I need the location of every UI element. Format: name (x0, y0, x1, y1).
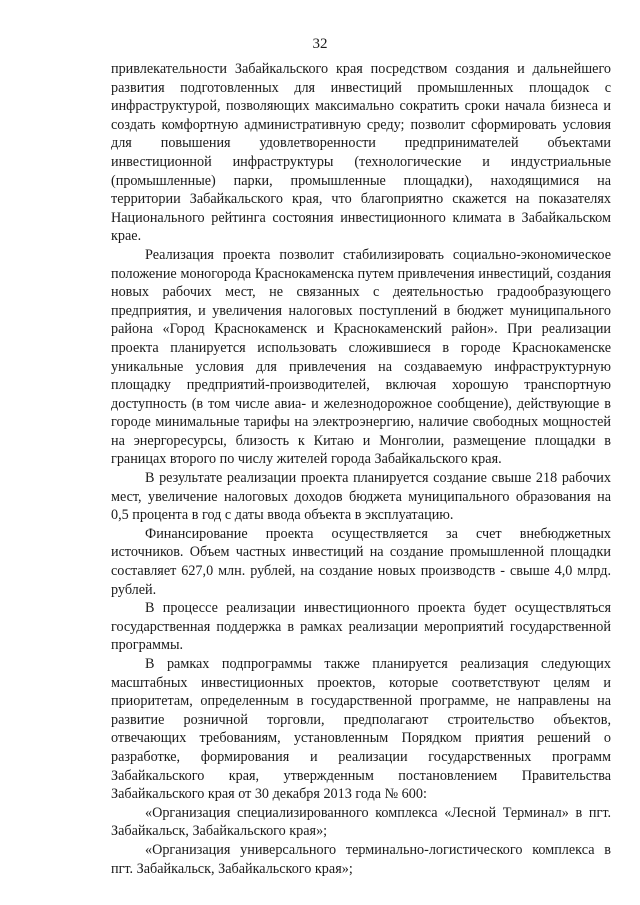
paragraph-continuation: привлекательности Забайкальского края посредством создания и дальнейшего развития подготовленных для инвестиций промышленных площадок с инфраструктурой, позволяющих максимально сократить сроки начала бизнеса и создать комфортную административную среду; позволит сформировать условия для повышения удовлетворенности предпринимателей объектами инвестиционной инфраструктуры (технологические и индустриальные (промышленные) парки, промышленные площадки), находящимися на территории Забайкальского края, что благоприятно скажется на показателях Национального рейтинга состояния инвестиционного климата в Забайкальском крае. (111, 61, 611, 245)
paragraph-project-realization: Реализация проекта позволит стабилизировать социально-экономическое положение моногорода Краснокаменска путем привлечения инвестиций, создания новых рабочих мест, не связанных с деятельностью градообразующего предприятия, и увеличения налоговых поступлений в бюджет муниципального района «Город Краснокаменск и Краснокаменский район». При реализации проекта планируется использовать сложившиеся в городе Краснокаменске уникальные условия для привлечения на создаваемую инфраструктурную площадку предприятий-производителей, включая хорошую транспортную доступность (в том числе авиа- и железнодорожное сообщение), действующие в городе минимальные тарифы на электроэнергию, наличие свободных мощностей на энергоресурсы, близость к Китаю и Монголии, размещение площадки в границах второго по числу жителей города Забайкальского края. (111, 246, 611, 468)
body-text (111, 60, 611, 878)
list-item-logistics-complex: «Организация универсального терминально-логистического комплекса в пгт. Забайкальск, Забайкальского края»; (111, 841, 611, 877)
paragraph-results: В результате реализации проекта планируется создание свыше 218 рабочих мест, увеличение налоговых доходов бюджета муниципального образования на 0,5 процента в год с даты ввода объекта в эксплуатацию. (111, 470, 611, 524)
paragraph-financing: Финансирование проекта осуществляется за счет внебюджетных источников. Объем частных инвестиций на создание промышленной площадки составляет 627,0 млн. рублей, на создание новых производств - свыше 4,0 млрд. рублей. (111, 525, 611, 598)
paragraph-state-support: В процессе реализации инвестиционного проекта будет осуществляться государственная поддержка в рамках реализации мероприятий государственной программы. (111, 600, 611, 654)
list-item-forest-terminal: «Организация специализированного комплекса «Лесной Терминал» в пгт. Забайкальск, Забайкальского края»; (111, 804, 611, 840)
paragraph-subprogram-projects: В рамках подпрограммы также планируется реализация следующих масштабных инвестиционных проектов, которые соответствуют целям и приоритетам, определенным в государственной программе, не направлены на развитие розничной торговли, предполагают строительство объектов, отвечающих требованиям, установленным Порядком приятия решений о разработке, формирования и реализации государственных программ Забайкальского края, утвержденным постановлением Правительства Забайкальского края от 30 декабря 2013 года № 600: (111, 656, 611, 803)
page-number: 32 (312, 36, 328, 52)
